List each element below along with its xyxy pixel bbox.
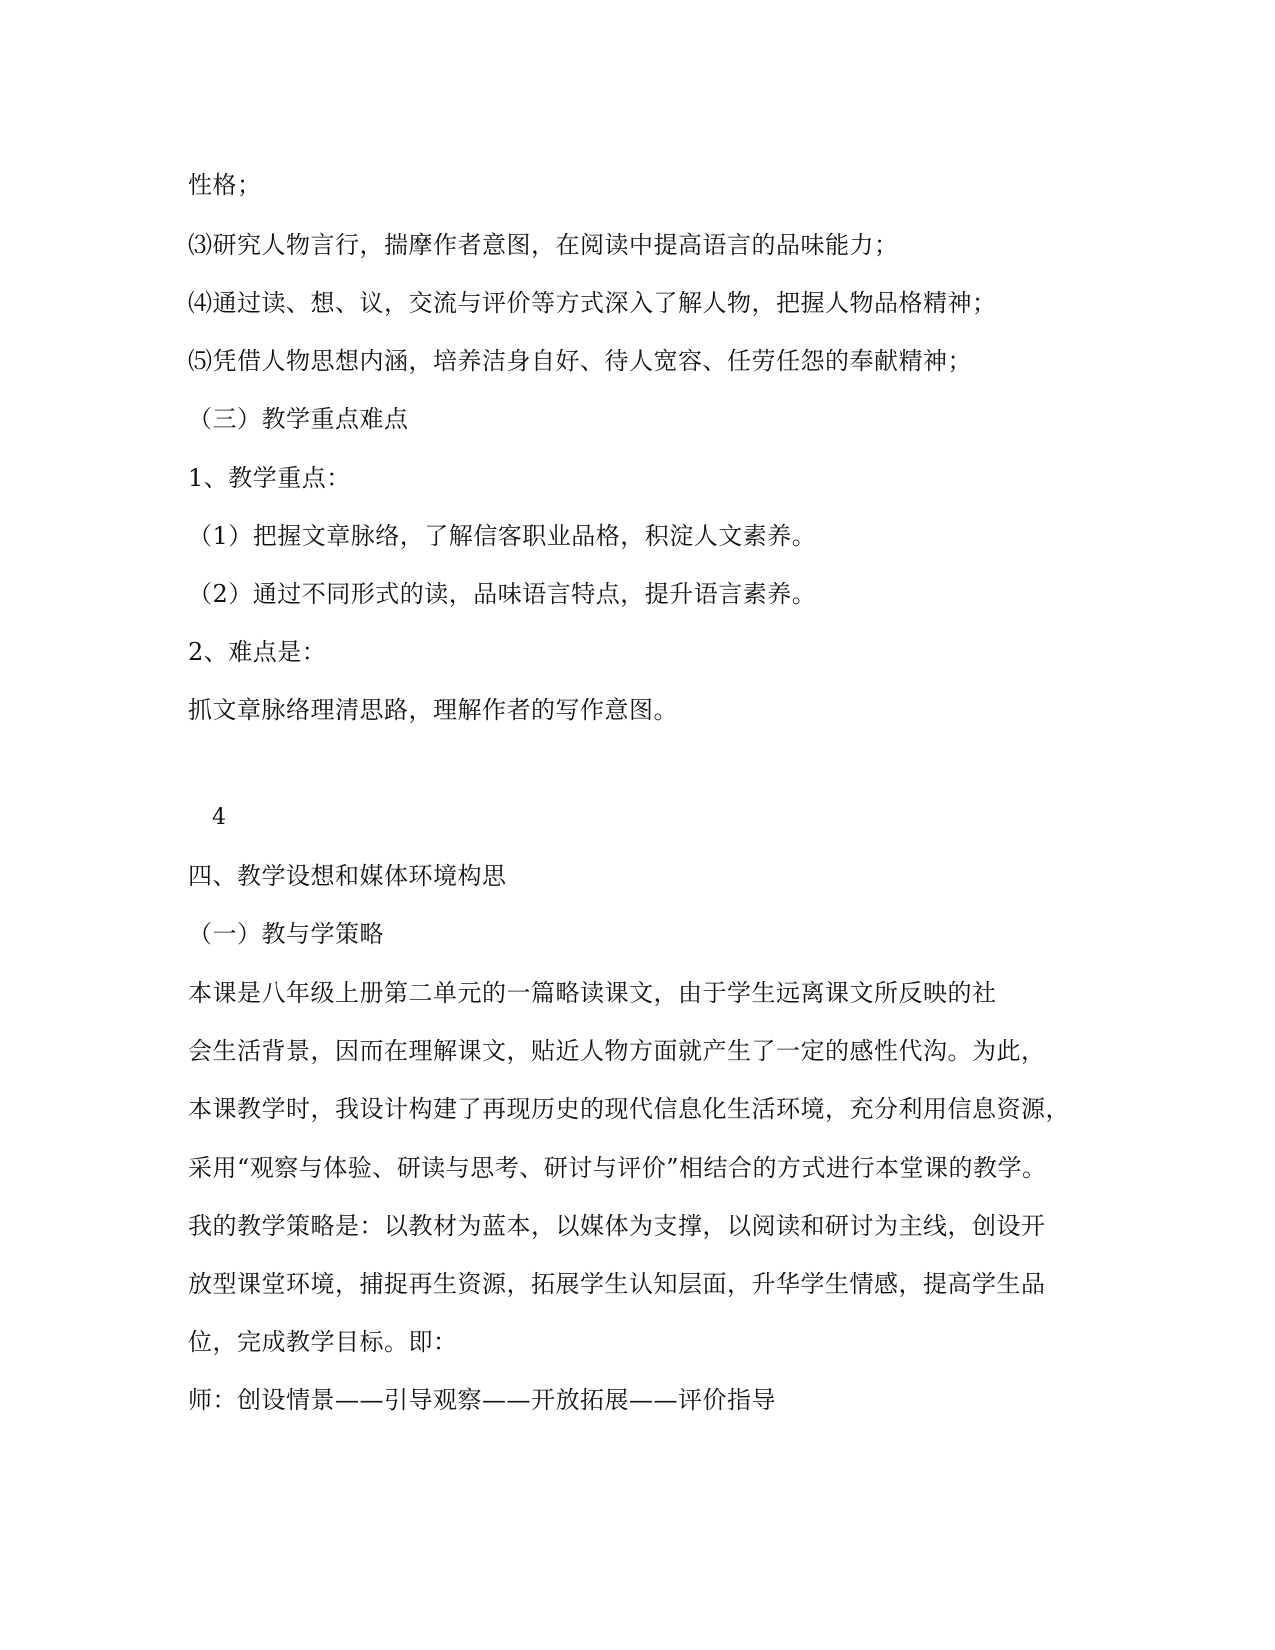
page-number: 4 xyxy=(212,805,226,830)
list-item: （1）把握文章脉络，了解信客职业品格，积淀人文素养。 xyxy=(188,522,817,550)
paragraph-line: 我的教学策略是：以教材为蓝本，以媒体为支撑，以阅读和研讨为主线，创设开 xyxy=(188,1212,1046,1240)
text-line: 性格； xyxy=(188,171,262,199)
paragraph-line: 本课教学时，我设计构建了再现历史的现代信息化生活环境，充分利用信息资源， xyxy=(188,1095,1070,1123)
paragraph-line: 师：创设情景——引导观察——开放拓展——评价指导 xyxy=(188,1386,776,1414)
paragraph-line: 放型课堂环境，捕捉再生资源，拓展学生认知层面，升华学生情感，提高学生品 xyxy=(188,1270,1046,1298)
subheading: 1、教学重点： xyxy=(188,464,351,492)
text-line: 抓文章脉络理清思路，理解作者的写作意图。 xyxy=(188,696,678,724)
chapter-heading: 四、教学设想和媒体环境构思 xyxy=(188,862,507,890)
list-item-5: ⑸凭借人物思想内涵，培养洁身自好、待人宽容、任劳任怨的奉献精神； xyxy=(188,347,972,375)
section-heading: （一）教与学策略 xyxy=(188,920,384,948)
section-heading: （三）教学重点难点 xyxy=(188,405,409,433)
subheading: 2、难点是： xyxy=(188,638,327,666)
list-item-3: ⑶研究人物言行，揣摩作者意图，在阅读中提高语言的品味能力； xyxy=(188,231,899,259)
paragraph-line: 本课是八年级上册第二单元的一篇略读课文，由于学生远离课文所反映的社 xyxy=(188,979,997,1007)
paragraph-line: 会生活背景，因而在理解课文，贴近人物方面就产生了一定的感性代沟。为此， xyxy=(188,1037,1046,1065)
paragraph-line: 采用“观察与体验、研读与思考、研讨与评价”相结合的方式进行本堂课的教学。 xyxy=(188,1154,1047,1182)
paragraph-line: 位，完成教学目标。即： xyxy=(188,1328,458,1356)
list-item-4: ⑷通过读、想、议，交流与评价等方式深入了解人物，把握人物品格精神； xyxy=(188,289,997,317)
list-item: （2）通过不同形式的读，品味语言特点，提升语言素养。 xyxy=(188,580,817,608)
